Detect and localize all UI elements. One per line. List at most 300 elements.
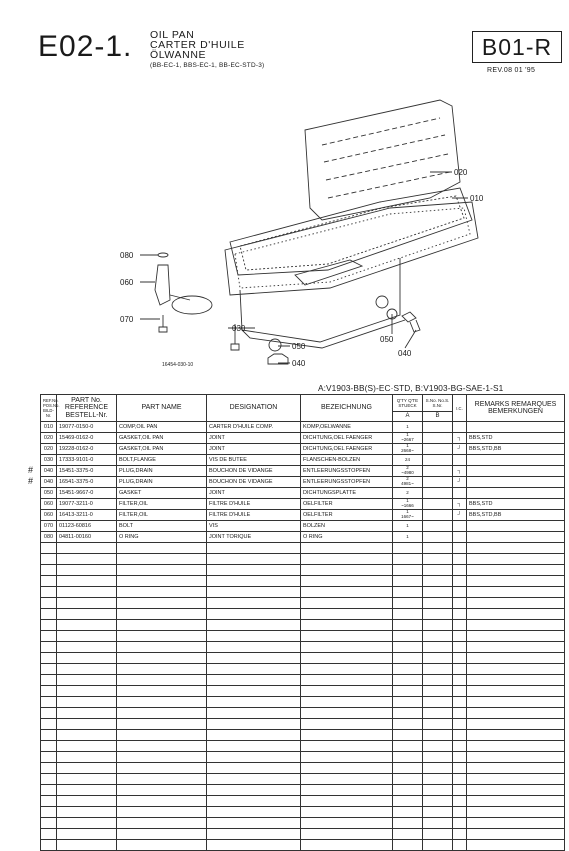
gasket-050-lower xyxy=(269,339,281,351)
ref-cell xyxy=(41,741,57,752)
ic-cell xyxy=(453,840,467,851)
ic-cell xyxy=(453,829,467,840)
part-number-cell: 15451-9667-0 xyxy=(57,488,117,499)
ic-cell xyxy=(453,543,467,554)
table-row xyxy=(41,631,565,642)
part-name-cell xyxy=(117,653,207,664)
callout-040: 040 xyxy=(398,349,412,358)
part-number-cell xyxy=(57,587,117,598)
qty-a-cell xyxy=(393,708,423,719)
part-number-cell: 15451-3375-0 xyxy=(57,466,117,477)
remarks-cell xyxy=(467,664,565,675)
page-code: E02-1. xyxy=(38,30,133,63)
qty-b-cell xyxy=(423,488,453,499)
oil-filter-060 xyxy=(155,265,170,305)
ic-cell: ┐ xyxy=(453,466,467,477)
remarks-cell xyxy=(467,466,565,477)
qty-b-cell xyxy=(423,532,453,543)
ic-cell xyxy=(453,686,467,697)
part-number-cell xyxy=(57,642,117,653)
ref-cell xyxy=(41,774,57,785)
qty-a-cell xyxy=(393,543,423,554)
ref-cell: 040 xyxy=(41,466,57,477)
qty-a-cell: 24 xyxy=(393,455,423,466)
header-remarks: REMARKS REMARQUES BEMERKUNGEN xyxy=(467,395,565,422)
callout-080: 080 xyxy=(120,251,134,260)
designation-cell xyxy=(207,631,301,642)
ref-cell xyxy=(41,818,57,829)
remarks-cell: BBS,STD xyxy=(467,433,565,444)
designation-cell xyxy=(207,686,301,697)
designation-cell xyxy=(207,675,301,686)
ref-cell: 060 xyxy=(41,510,57,521)
part-name-cell xyxy=(117,543,207,554)
ref-cell xyxy=(41,708,57,719)
title-french: CARTER D'HUILE xyxy=(150,39,245,51)
qty-a-cell: 2 4981~ xyxy=(393,477,423,488)
qty-a-cell: 1 2668~ xyxy=(393,444,423,455)
header-col-b: B xyxy=(423,412,453,422)
ic-cell: ┘ xyxy=(453,510,467,521)
ic-cell xyxy=(453,730,467,741)
bezeichnung-cell xyxy=(301,576,393,587)
qty-a-cell: 1 1667~ xyxy=(393,510,423,521)
part-name-cell xyxy=(117,807,207,818)
remarks-cell xyxy=(467,455,565,466)
ic-cell xyxy=(453,697,467,708)
table-row xyxy=(41,521,565,532)
designation-cell xyxy=(207,741,301,752)
header-col-a: A xyxy=(393,412,423,422)
qty-b-cell xyxy=(423,664,453,675)
remarks-cell xyxy=(467,774,565,785)
ic-cell xyxy=(453,763,467,774)
part-name-cell xyxy=(117,774,207,785)
ic-cell xyxy=(453,532,467,543)
part-number-cell xyxy=(57,609,117,620)
remarks-cell xyxy=(467,587,565,598)
table-row xyxy=(41,488,565,499)
qty-b-cell xyxy=(423,730,453,741)
bezeichnung-cell: ENTLEERUNGSSTOPFEN xyxy=(301,466,393,477)
callout-030: 030 xyxy=(232,324,246,333)
ref-cell xyxy=(41,763,57,774)
model-applicability-line: A:V1903-BB(S)-EC·STD, B:V1903-BG-SAE-1-S1 xyxy=(318,383,504,393)
part-name-cell xyxy=(117,708,207,719)
ref-cell xyxy=(41,598,57,609)
qty-b-cell xyxy=(423,818,453,829)
designation-cell xyxy=(207,719,301,730)
qty-a-cell xyxy=(393,752,423,763)
designation-cell xyxy=(207,598,301,609)
ref-cell xyxy=(41,785,57,796)
table-row xyxy=(41,543,565,554)
designation-cell xyxy=(207,554,301,565)
header-designation: DESIGNATION xyxy=(207,395,301,422)
qty-a-cell: 1 ~1666 xyxy=(393,499,423,510)
part-name-cell xyxy=(117,587,207,598)
remarks-cell xyxy=(467,631,565,642)
bezeichnung-cell xyxy=(301,675,393,686)
part-number-cell xyxy=(57,840,117,851)
ref-cell xyxy=(41,631,57,642)
qty-b-cell xyxy=(423,774,453,785)
table-row xyxy=(41,686,565,697)
table-row xyxy=(41,829,565,840)
ref-cell xyxy=(41,796,57,807)
bezeichnung-cell xyxy=(301,774,393,785)
qty-a-cell xyxy=(393,576,423,587)
remarks-cell: BBS,STD,BB xyxy=(467,444,565,455)
ic-cell xyxy=(453,719,467,730)
designation-cell xyxy=(207,818,301,829)
table-row xyxy=(41,763,565,774)
header-sno: S.No. No.S. S.Nr. xyxy=(423,395,453,412)
callout-060: 060 xyxy=(120,278,134,287)
bezeichnung-cell xyxy=(301,719,393,730)
qty-a-cell xyxy=(393,697,423,708)
part-name-cell xyxy=(117,796,207,807)
table-row xyxy=(41,719,565,730)
remarks-cell: BBS,STD xyxy=(467,499,565,510)
qty-a-cell xyxy=(393,565,423,576)
designation-cell xyxy=(207,697,301,708)
callout-040-lower: 040 xyxy=(292,359,306,368)
ic-cell xyxy=(453,620,467,631)
remarks-cell: BBS,STD,BB xyxy=(467,510,565,521)
qty-b-cell xyxy=(423,455,453,466)
bezeichnung-cell: DICHTUNG,OEL FAENGER xyxy=(301,444,393,455)
table-row xyxy=(41,840,565,851)
ic-cell xyxy=(453,609,467,620)
part-name-cell: GASKET,OIL PAN xyxy=(117,433,207,444)
table-row xyxy=(41,433,565,444)
part-name-cell xyxy=(117,840,207,851)
bezeichnung-cell: FLANSCHEN-BOLZEN xyxy=(301,455,393,466)
part-number-cell xyxy=(57,829,117,840)
ref-cell: 070 xyxy=(41,521,57,532)
table-row xyxy=(41,697,565,708)
ref-cell xyxy=(41,554,57,565)
title-block xyxy=(150,30,264,71)
ref-cell xyxy=(41,697,57,708)
ic-cell xyxy=(453,642,467,653)
designation-cell xyxy=(207,807,301,818)
qty-a-cell xyxy=(393,587,423,598)
bezeichnung-cell: BOLZEN xyxy=(301,521,393,532)
remarks-cell xyxy=(467,521,565,532)
designation-cell xyxy=(207,620,301,631)
title-english: OIL PAN xyxy=(150,29,195,41)
part-number-cell xyxy=(57,785,117,796)
bezeichnung-cell xyxy=(301,697,393,708)
bezeichnung-cell xyxy=(301,818,393,829)
part-name-cell: PLUG,DRAIN xyxy=(117,466,207,477)
header-ref-no: REF.No. POS.No. BILD-Nr. xyxy=(41,395,57,422)
ic-cell: ┐ xyxy=(453,499,467,510)
bezeichnung-cell xyxy=(301,609,393,620)
table-row xyxy=(41,609,565,620)
part-name-cell xyxy=(117,697,207,708)
remarks-cell xyxy=(467,686,565,697)
qty-b-cell xyxy=(423,433,453,444)
qty-b-cell xyxy=(423,499,453,510)
remarks-cell xyxy=(467,653,565,664)
remarks-cell xyxy=(467,730,565,741)
table-row xyxy=(41,455,565,466)
bezeichnung-cell xyxy=(301,796,393,807)
qty-b-cell xyxy=(423,752,453,763)
reference-code-box: B01-R xyxy=(472,31,562,63)
part-number-cell xyxy=(57,730,117,741)
qty-a-cell xyxy=(393,675,423,686)
qty-a-cell: 1 xyxy=(393,521,423,532)
part-name-cell xyxy=(117,752,207,763)
ref-cell xyxy=(41,840,57,851)
remarks-cell xyxy=(467,554,565,565)
qty-a-cell xyxy=(393,686,423,697)
designation-cell xyxy=(207,708,301,719)
ic-cell xyxy=(453,675,467,686)
remarks-cell xyxy=(467,675,565,686)
part-name-cell: GASKET,OIL PAN xyxy=(117,444,207,455)
bezeichnung-cell xyxy=(301,730,393,741)
qty-b-cell xyxy=(423,741,453,752)
qty-a-cell xyxy=(393,554,423,565)
part-name-cell xyxy=(117,675,207,686)
qty-a-cell: 1 xyxy=(393,532,423,543)
part-name-cell xyxy=(117,554,207,565)
qty-a-cell xyxy=(393,840,423,851)
ic-cell xyxy=(453,796,467,807)
ref-cell xyxy=(41,807,57,818)
table-row xyxy=(41,576,565,587)
table-row xyxy=(41,796,565,807)
remarks-cell xyxy=(467,719,565,730)
part-name-cell xyxy=(117,686,207,697)
bezeichnung-cell: KOMP,OELWANNE xyxy=(301,422,393,433)
bezeichnung-cell xyxy=(301,752,393,763)
table-row xyxy=(41,785,565,796)
ref-cell xyxy=(41,609,57,620)
bezeichnung-cell xyxy=(301,708,393,719)
designation-cell xyxy=(207,774,301,785)
bezeichnung-cell: OELFILTER xyxy=(301,499,393,510)
part-number-cell: 19228-0162-0 xyxy=(57,444,117,455)
qty-b-cell xyxy=(423,565,453,576)
callout-020: 020 xyxy=(454,168,468,177)
part-name-cell xyxy=(117,818,207,829)
table-row xyxy=(41,532,565,543)
ref-cell xyxy=(41,576,57,587)
ic-cell: ┘ xyxy=(453,444,467,455)
part-number-cell xyxy=(57,675,117,686)
remarks-cell xyxy=(467,576,565,587)
qty-a-cell xyxy=(393,631,423,642)
designation-cell xyxy=(207,796,301,807)
oil-pan-exploded-diagram xyxy=(100,90,484,375)
table-row xyxy=(41,664,565,675)
remarks-cell xyxy=(467,488,565,499)
part-name-cell: BOLT,FLANGE xyxy=(117,455,207,466)
part-number-cell xyxy=(57,554,117,565)
part-number-cell xyxy=(57,664,117,675)
designation-cell xyxy=(207,543,301,554)
ic-cell xyxy=(453,521,467,532)
qty-b-cell xyxy=(423,796,453,807)
qty-a-cell xyxy=(393,730,423,741)
part-name-cell xyxy=(117,642,207,653)
qty-a-cell xyxy=(393,719,423,730)
qty-b-cell xyxy=(423,598,453,609)
ic-cell xyxy=(453,565,467,576)
part-number-cell xyxy=(57,598,117,609)
bezeichnung-cell: ENTLEERUNGSSTOPFEN xyxy=(301,477,393,488)
designation-cell: VIS xyxy=(207,521,301,532)
header-bezeichnung: BEZEICHNUNG xyxy=(301,395,393,422)
oil-pan-rim xyxy=(225,202,478,295)
ic-cell xyxy=(453,785,467,796)
ic-cell xyxy=(453,752,467,763)
part-number-cell xyxy=(57,653,117,664)
header-part-name: PART NAME xyxy=(117,395,207,422)
designation-cell: BOUCHON DE VIDANGE xyxy=(207,477,301,488)
bezeichnung-cell xyxy=(301,763,393,774)
table-row xyxy=(41,730,565,741)
bolt-070 xyxy=(159,315,167,332)
ic-cell xyxy=(453,653,467,664)
part-name-cell: O RING xyxy=(117,532,207,543)
qty-b-cell xyxy=(423,510,453,521)
part-number-cell xyxy=(57,697,117,708)
qty-b-cell xyxy=(423,840,453,851)
o-ring-080 xyxy=(158,253,168,257)
qty-a-cell xyxy=(393,620,423,631)
remarks-cell xyxy=(467,818,565,829)
designation-cell xyxy=(207,730,301,741)
part-name-cell xyxy=(117,598,207,609)
qty-b-cell xyxy=(423,543,453,554)
qty-b-cell xyxy=(423,521,453,532)
table-row xyxy=(41,444,565,455)
remarks-cell xyxy=(467,708,565,719)
ref-cell xyxy=(41,543,57,554)
qty-b-cell xyxy=(423,719,453,730)
ref-cell: 050 xyxy=(41,488,57,499)
remarks-cell xyxy=(467,752,565,763)
qty-b-cell xyxy=(423,466,453,477)
ic-cell xyxy=(453,708,467,719)
part-number-cell xyxy=(57,807,117,818)
ref-cell: 020 xyxy=(41,444,57,455)
table-row xyxy=(41,774,565,785)
ic-cell: ┐ xyxy=(453,433,467,444)
bezeichnung-cell xyxy=(301,587,393,598)
ref-cell: 040 xyxy=(41,477,57,488)
part-name-cell: FILTER,OIL xyxy=(117,510,207,521)
ic-cell xyxy=(453,664,467,675)
remarks-cell xyxy=(467,477,565,488)
designation-cell xyxy=(207,840,301,851)
designation-cell xyxy=(207,576,301,587)
qty-a-cell xyxy=(393,774,423,785)
callout-010: 010 xyxy=(470,194,484,203)
callout-050-lower: 050 xyxy=(292,342,306,351)
designation-cell: JOINT xyxy=(207,488,301,499)
qty-b-cell xyxy=(423,785,453,796)
table-row xyxy=(41,510,565,521)
qty-a-cell: 2 xyxy=(393,488,423,499)
qty-a-cell xyxy=(393,796,423,807)
remarks-cell xyxy=(467,422,565,433)
bezeichnung-cell: O RING xyxy=(301,532,393,543)
remarks-cell xyxy=(467,807,565,818)
ref-cell xyxy=(41,829,57,840)
ref-cell xyxy=(41,642,57,653)
part-number-cell: 01123-60816 xyxy=(57,521,117,532)
ref-cell xyxy=(41,686,57,697)
ic-cell xyxy=(453,741,467,752)
ref-cell xyxy=(41,752,57,763)
ref-cell: 080 xyxy=(41,532,57,543)
table-row xyxy=(41,554,565,565)
qty-b-cell xyxy=(423,686,453,697)
qty-b-cell xyxy=(423,631,453,642)
parts-table xyxy=(40,394,565,851)
ref-cell xyxy=(41,675,57,686)
qty-b-cell xyxy=(423,653,453,664)
ref-cell xyxy=(41,664,57,675)
designation-cell xyxy=(207,785,301,796)
qty-a-cell xyxy=(393,664,423,675)
qty-a-cell xyxy=(393,818,423,829)
designation-cell xyxy=(207,565,301,576)
part-name-cell xyxy=(117,763,207,774)
part-number-cell xyxy=(57,719,117,730)
part-name-cell xyxy=(117,741,207,752)
part-name-cell xyxy=(117,785,207,796)
bezeichnung-cell: DICHTUNGSPLATTE xyxy=(301,488,393,499)
qty-b-cell xyxy=(423,477,453,488)
table-row xyxy=(41,587,565,598)
part-name-cell xyxy=(117,631,207,642)
ref-cell: 010 xyxy=(41,422,57,433)
part-number-cell xyxy=(57,576,117,587)
part-name-cell xyxy=(117,565,207,576)
qty-b-cell xyxy=(423,807,453,818)
designation-cell: FILTRE D'HUILE xyxy=(207,499,301,510)
ref-cell xyxy=(41,730,57,741)
bezeichnung-cell xyxy=(301,785,393,796)
table-row xyxy=(41,741,565,752)
callout-050: 050 xyxy=(380,335,394,344)
designation-cell: JOINT xyxy=(207,444,301,455)
designation-cell xyxy=(207,664,301,675)
part-number-cell: 16541-3375-0 xyxy=(57,477,117,488)
remarks-cell xyxy=(467,543,565,554)
plug-040-lower xyxy=(268,354,288,364)
ic-cell xyxy=(453,422,467,433)
qty-a-cell xyxy=(393,807,423,818)
part-number-cell: 15469-0162-0 xyxy=(57,433,117,444)
ref-cell xyxy=(41,719,57,730)
bezeichnung-cell xyxy=(301,631,393,642)
part-number-cell xyxy=(57,620,117,631)
part-name-cell xyxy=(117,829,207,840)
designation-cell xyxy=(207,653,301,664)
designation-cell: FILTRE D'HUILE xyxy=(207,510,301,521)
gasket xyxy=(230,188,472,275)
